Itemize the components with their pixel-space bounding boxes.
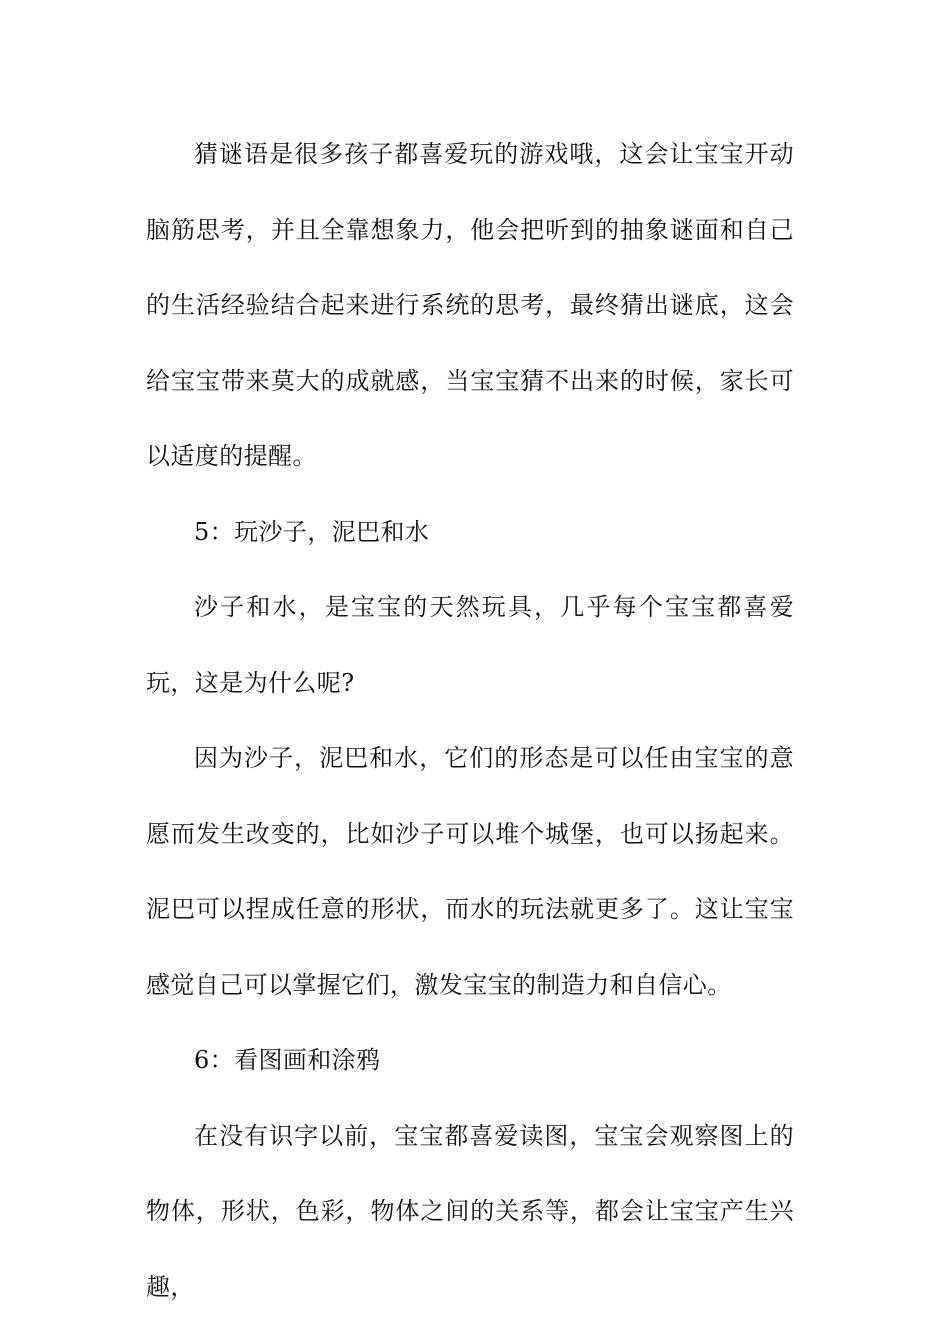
paragraph-sand-mud-water-reason: 因为沙子，泥巴和水，它们的形态是可以任由宝宝的意愿而发生改变的，比如沙子可以堆个城堡，也可以扬起来。泥巴可以捏成任意的形状，而水的玩法就更多了。这让宝宝感觉自己可以掌握它们，激发宝宝的制造力和自信心。 xyxy=(146,744,794,999)
paragraph-riddle-benefits: 猜谜语是很多孩子都喜爱玩的游戏哦，这会让宝宝开动脑筋思考，并且全靠想象力，他会把听到的抽象谜面和自己的生活经验结合起来进行系统的思考，最终猜出谜底，这会给宝宝带来莫大的成就感，当宝宝猜不出来的时候，家长可以适度的提醒。 xyxy=(146,140,794,470)
document-body xyxy=(146,117,794,1325)
section-heading-pictures-doodling: 6：看图画和涂鸦 xyxy=(194,1046,381,1074)
paragraph-sand-water-toys: 沙子和水，是宝宝的天然玩具，几乎每个宝宝都喜爱玩，这是为什么呢? xyxy=(146,593,794,697)
paragraph-reading-pictures: 在没有识字以前，宝宝都喜爱读图，宝宝会观察图上的物体，形状，色彩，物体之间的关系等，都会让宝宝产生兴趣， xyxy=(146,1121,794,1301)
section-heading-sand-mud-water: 5：玩沙子，泥巴和水 xyxy=(194,517,430,546)
